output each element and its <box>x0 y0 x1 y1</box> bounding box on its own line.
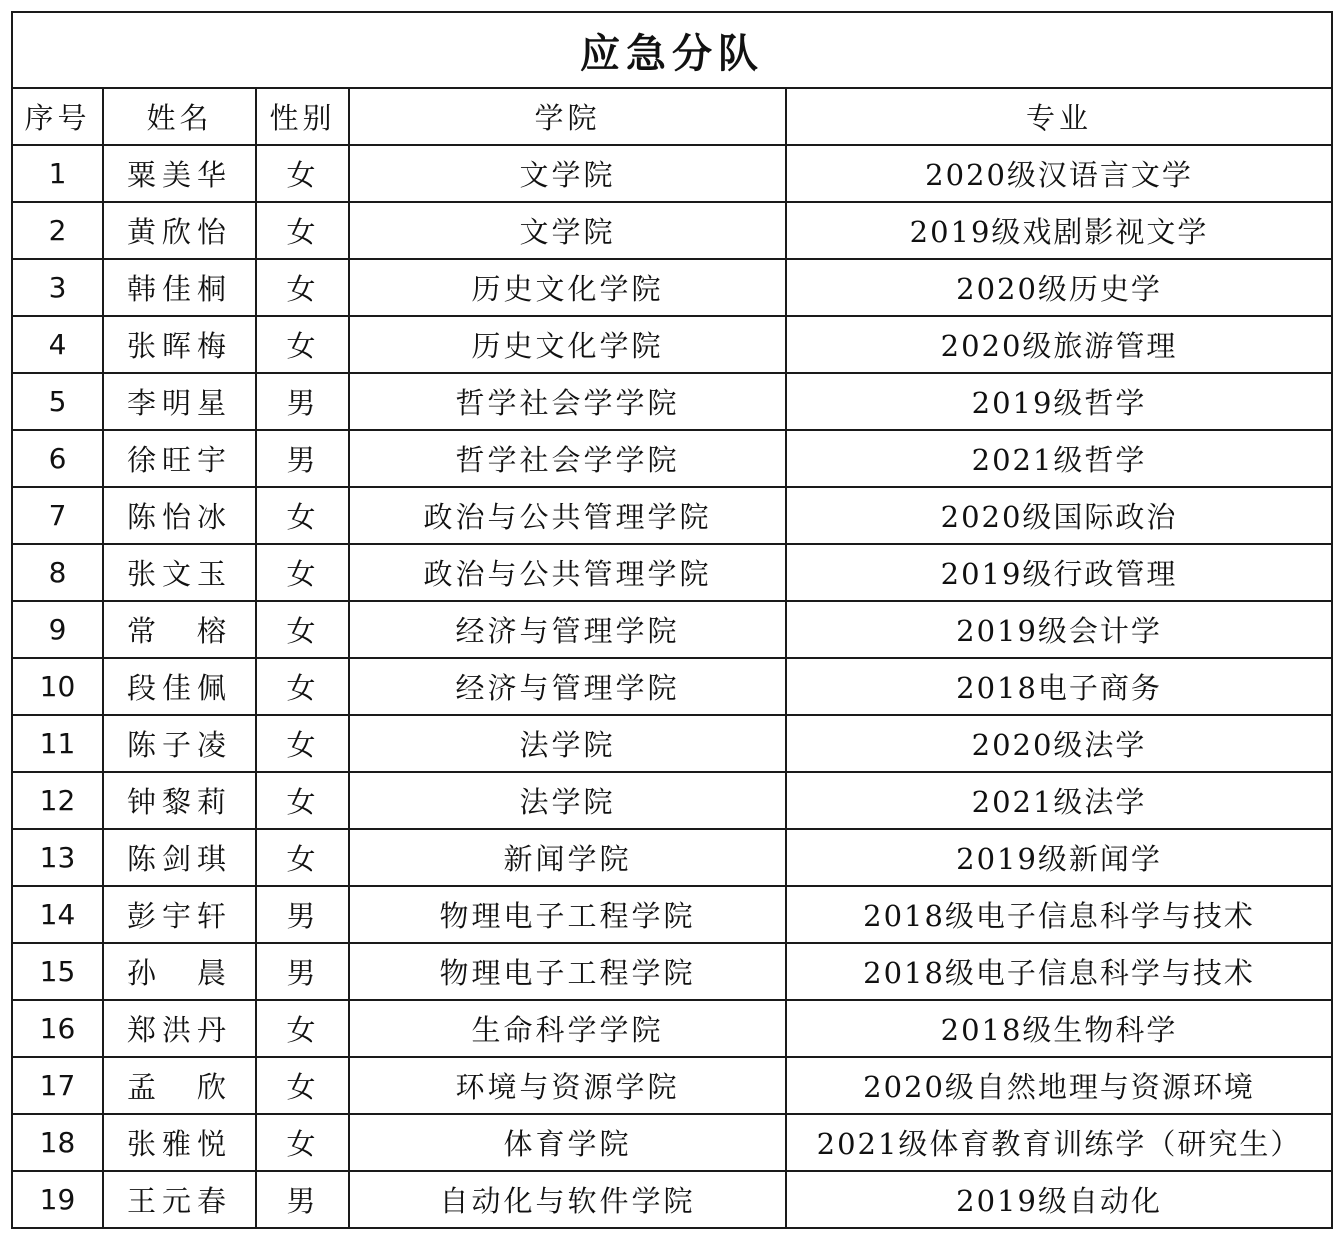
cell-college: 政治与公共管理学院 <box>349 544 786 601</box>
cell-college: 法学院 <box>349 715 786 772</box>
cell-gender: 男 <box>256 943 349 1000</box>
cell-index: 4 <box>12 316 103 373</box>
cell-major: 2020级法学 <box>786 715 1332 772</box>
cell-name: 李明星 <box>103 373 256 430</box>
cell-index: 10 <box>12 658 103 715</box>
cell-college: 物理电子工程学院 <box>349 943 786 1000</box>
cell-name: 张晖梅 <box>103 316 256 373</box>
table-row <box>12 1114 1332 1171</box>
cell-gender: 女 <box>256 1000 349 1057</box>
cell-major: 2020级国际政治 <box>786 487 1332 544</box>
cell-gender: 女 <box>256 772 349 829</box>
table-row <box>12 430 1332 487</box>
cell-index: 9 <box>12 601 103 658</box>
table-row <box>12 544 1332 601</box>
cell-index: 13 <box>12 829 103 886</box>
cell-name: 陈剑琪 <box>103 829 256 886</box>
table-row <box>12 1000 1332 1057</box>
cell-major: 2019级哲学 <box>786 373 1332 430</box>
cell-index: 17 <box>12 1057 103 1114</box>
cell-major: 2018级电子信息科学与技术 <box>786 943 1332 1000</box>
cell-college: 法学院 <box>349 772 786 829</box>
cell-major: 2020级自然地理与资源环境 <box>786 1057 1332 1114</box>
cell-gender: 女 <box>256 316 349 373</box>
cell-college: 哲学社会学学院 <box>349 430 786 487</box>
header-major: 专业 <box>786 88 1332 145</box>
cell-index: 18 <box>12 1114 103 1171</box>
cell-gender: 女 <box>256 487 349 544</box>
cell-college: 哲学社会学学院 <box>349 373 786 430</box>
table-row <box>12 373 1332 430</box>
cell-gender: 男 <box>256 430 349 487</box>
cell-major: 2018级生物科学 <box>786 1000 1332 1057</box>
cell-major: 2020级旅游管理 <box>786 316 1332 373</box>
cell-index: 3 <box>12 259 103 316</box>
cell-index: 2 <box>12 202 103 259</box>
cell-major: 2019级新闻学 <box>786 829 1332 886</box>
table-row <box>12 316 1332 373</box>
cell-index: 1 <box>12 145 103 202</box>
cell-gender: 女 <box>256 544 349 601</box>
table-row <box>12 886 1332 943</box>
table-row <box>12 772 1332 829</box>
cell-index: 6 <box>12 430 103 487</box>
cell-major: 2018级电子信息科学与技术 <box>786 886 1332 943</box>
cell-name: 孟 欣 <box>103 1057 256 1114</box>
header-gender: 性别 <box>256 88 349 145</box>
cell-college: 经济与管理学院 <box>349 658 786 715</box>
cell-college: 历史文化学院 <box>349 259 786 316</box>
table-row <box>12 202 1332 259</box>
cell-index: 8 <box>12 544 103 601</box>
cell-index: 19 <box>12 1171 103 1228</box>
cell-gender: 男 <box>256 373 349 430</box>
header-college: 学院 <box>349 88 786 145</box>
cell-gender: 女 <box>256 1114 349 1171</box>
cell-major: 2021级体育教育训练学（研究生） <box>786 1114 1332 1171</box>
cell-major: 2018电子商务 <box>786 658 1332 715</box>
roster-body <box>12 145 1332 1228</box>
cell-index: 5 <box>12 373 103 430</box>
cell-gender: 女 <box>256 145 349 202</box>
table-row <box>12 145 1332 202</box>
cell-name: 张文玉 <box>103 544 256 601</box>
cell-name: 陈怡冰 <box>103 487 256 544</box>
cell-college: 政治与公共管理学院 <box>349 487 786 544</box>
cell-major: 2019级行政管理 <box>786 544 1332 601</box>
cell-name: 张雅悦 <box>103 1114 256 1171</box>
cell-name: 粟美华 <box>103 145 256 202</box>
cell-gender: 女 <box>256 601 349 658</box>
cell-index: 15 <box>12 943 103 1000</box>
cell-name: 黄欣怡 <box>103 202 256 259</box>
roster-document <box>11 11 1331 1229</box>
cell-gender: 女 <box>256 202 349 259</box>
roster-table <box>11 11 1333 1229</box>
cell-major: 2019级戏剧影视文学 <box>786 202 1332 259</box>
cell-name: 徐旺宇 <box>103 430 256 487</box>
cell-college: 自动化与软件学院 <box>349 1171 786 1228</box>
cell-gender: 女 <box>256 715 349 772</box>
cell-gender: 女 <box>256 658 349 715</box>
cell-gender: 女 <box>256 1057 349 1114</box>
cell-name: 钟黎莉 <box>103 772 256 829</box>
cell-name: 王元春 <box>103 1171 256 1228</box>
cell-college: 文学院 <box>349 145 786 202</box>
cell-major: 2019级自动化 <box>786 1171 1332 1228</box>
cell-college: 物理电子工程学院 <box>349 886 786 943</box>
cell-college: 生命科学学院 <box>349 1000 786 1057</box>
cell-college: 文学院 <box>349 202 786 259</box>
cell-index: 7 <box>12 487 103 544</box>
cell-gender: 男 <box>256 886 349 943</box>
cell-index: 11 <box>12 715 103 772</box>
header-row <box>12 88 1332 145</box>
cell-gender: 男 <box>256 1171 349 1228</box>
cell-name: 郑洪丹 <box>103 1000 256 1057</box>
cell-college: 环境与资源学院 <box>349 1057 786 1114</box>
cell-college: 新闻学院 <box>349 829 786 886</box>
table-row <box>12 829 1332 886</box>
cell-major: 2019级会计学 <box>786 601 1332 658</box>
cell-name: 陈子凌 <box>103 715 256 772</box>
cell-gender: 女 <box>256 829 349 886</box>
table-row <box>12 1171 1332 1228</box>
cell-name: 段佳佩 <box>103 658 256 715</box>
cell-major: 2021级法学 <box>786 772 1332 829</box>
table-row <box>12 943 1332 1000</box>
table-row <box>12 715 1332 772</box>
cell-major: 2020级汉语言文学 <box>786 145 1332 202</box>
cell-college: 体育学院 <box>349 1114 786 1171</box>
cell-name: 孙 晨 <box>103 943 256 1000</box>
cell-college: 经济与管理学院 <box>349 601 786 658</box>
table-row <box>12 259 1332 316</box>
table-row <box>12 658 1332 715</box>
header-name: 姓名 <box>103 88 256 145</box>
cell-name: 常 榕 <box>103 601 256 658</box>
header-index: 序号 <box>12 88 103 145</box>
table-title: 应急分队 <box>12 12 1332 88</box>
table-row <box>12 487 1332 544</box>
table-row <box>12 601 1332 658</box>
cell-index: 16 <box>12 1000 103 1057</box>
table-row <box>12 1057 1332 1114</box>
cell-major: 2021级哲学 <box>786 430 1332 487</box>
cell-college: 历史文化学院 <box>349 316 786 373</box>
cell-gender: 女 <box>256 259 349 316</box>
cell-name: 彭宇轩 <box>103 886 256 943</box>
cell-index: 14 <box>12 886 103 943</box>
cell-index: 12 <box>12 772 103 829</box>
cell-major: 2020级历史学 <box>786 259 1332 316</box>
cell-name: 韩佳桐 <box>103 259 256 316</box>
